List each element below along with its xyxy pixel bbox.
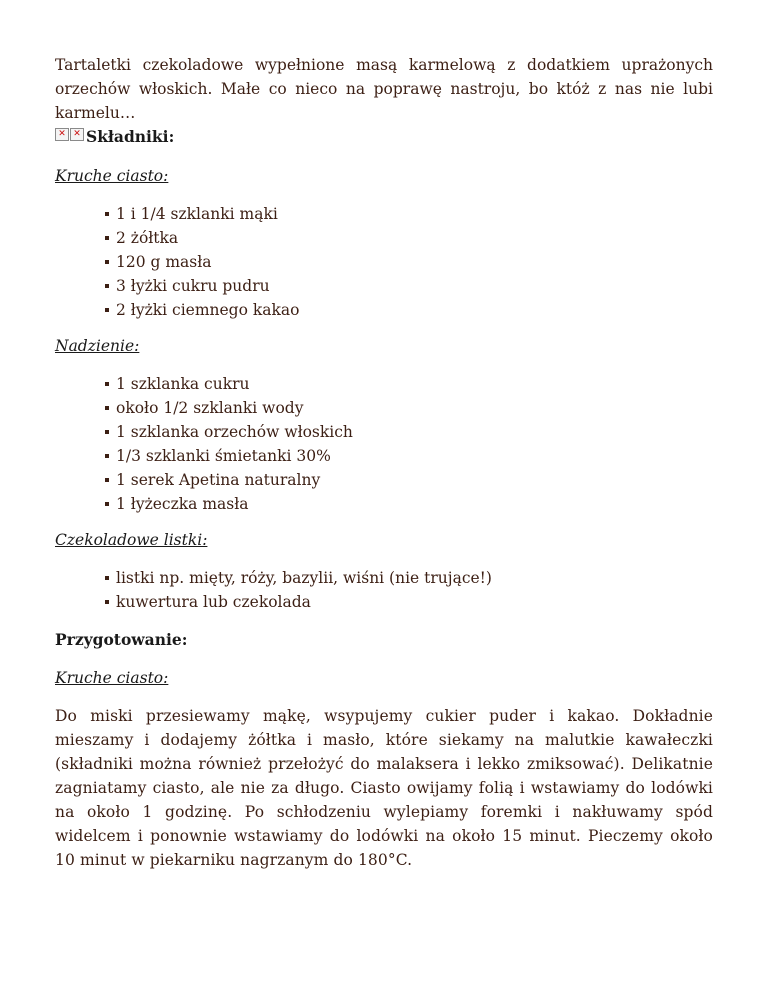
ingredient-list [55, 202, 713, 322]
list-item: 1 szklanka cukru [104, 372, 713, 396]
list-item: 1 i 1/4 szklanki mąki [104, 202, 713, 226]
group-title: Kruche ciasto: [55, 167, 169, 185]
ingredient-group-crust [55, 164, 713, 322]
list-item: 120 g masła [104, 250, 713, 274]
ingredient-list [55, 372, 713, 516]
preparation-heading: Przygotowanie: [55, 630, 188, 649]
broken-image-icon: ✕ [70, 128, 84, 141]
list-item: kuwertura lub czekolada [104, 590, 713, 614]
ingredient-list [55, 566, 713, 614]
intro-paragraph: Tartaletki czekoladowe wypełnione masą karmelową z dodatkiem uprażonych orzechów włoskich. Małe co nieco na poprawę nastroju, bo któż z nas nie lubi karmelu… [55, 56, 713, 122]
group-title: Czekoladowe listki: [55, 531, 208, 549]
group-title: Nadzienie: [55, 337, 140, 355]
list-item: 1/3 szklanki śmietanki 30% [104, 444, 713, 468]
list-item: 3 łyżki cukru pudru [104, 274, 713, 298]
list-item: 2 łyżki ciemnego kakao [104, 298, 713, 322]
list-item: 2 żółtka [104, 226, 713, 250]
list-item: 1 łyżeczka masła [104, 492, 713, 516]
ingredients-heading: Składniki: [86, 127, 175, 146]
list-item: 1 serek Apetina naturalny [104, 468, 713, 492]
ingredient-group-filling [55, 334, 713, 516]
preparation-paragraph: Do miski przesiewamy mąkę, wsypujemy cukier puder i kakao. Dokładnie mieszamy i dodajemy żółtka i masło, które siekamy na malutkie kawałeczki (składniki można również przełożyć do malaksera i lekko zmiksować). Delikatnie zagniatamy ciasto, ale nie za długo. Ciasto owijamy folią i wstawiamy do lodówki na około 1 godzinę. Po schłodzeniu wylepiamy foremki i nakłuwamy spód widelcem i ponownie wstawiamy do lodówki na około 15 minut. Pieczemy około 10 minut w piekarniku nagrzanym do 180°C. [55, 707, 713, 869]
list-item: około 1/2 szklanki wody [104, 396, 713, 420]
ingredients-heading-row [55, 125, 713, 149]
list-item: 1 szklanka orzechów włoskich [104, 420, 713, 444]
list-item: listki np. mięty, róży, bazylii, wiśni (nie trujące!) [104, 566, 713, 590]
ingredient-group-leaves [55, 528, 713, 614]
preparation-subheading: Kruche ciasto: [55, 669, 169, 687]
broken-image-placeholder [55, 128, 85, 141]
broken-image-icon: ✕ [55, 128, 69, 141]
